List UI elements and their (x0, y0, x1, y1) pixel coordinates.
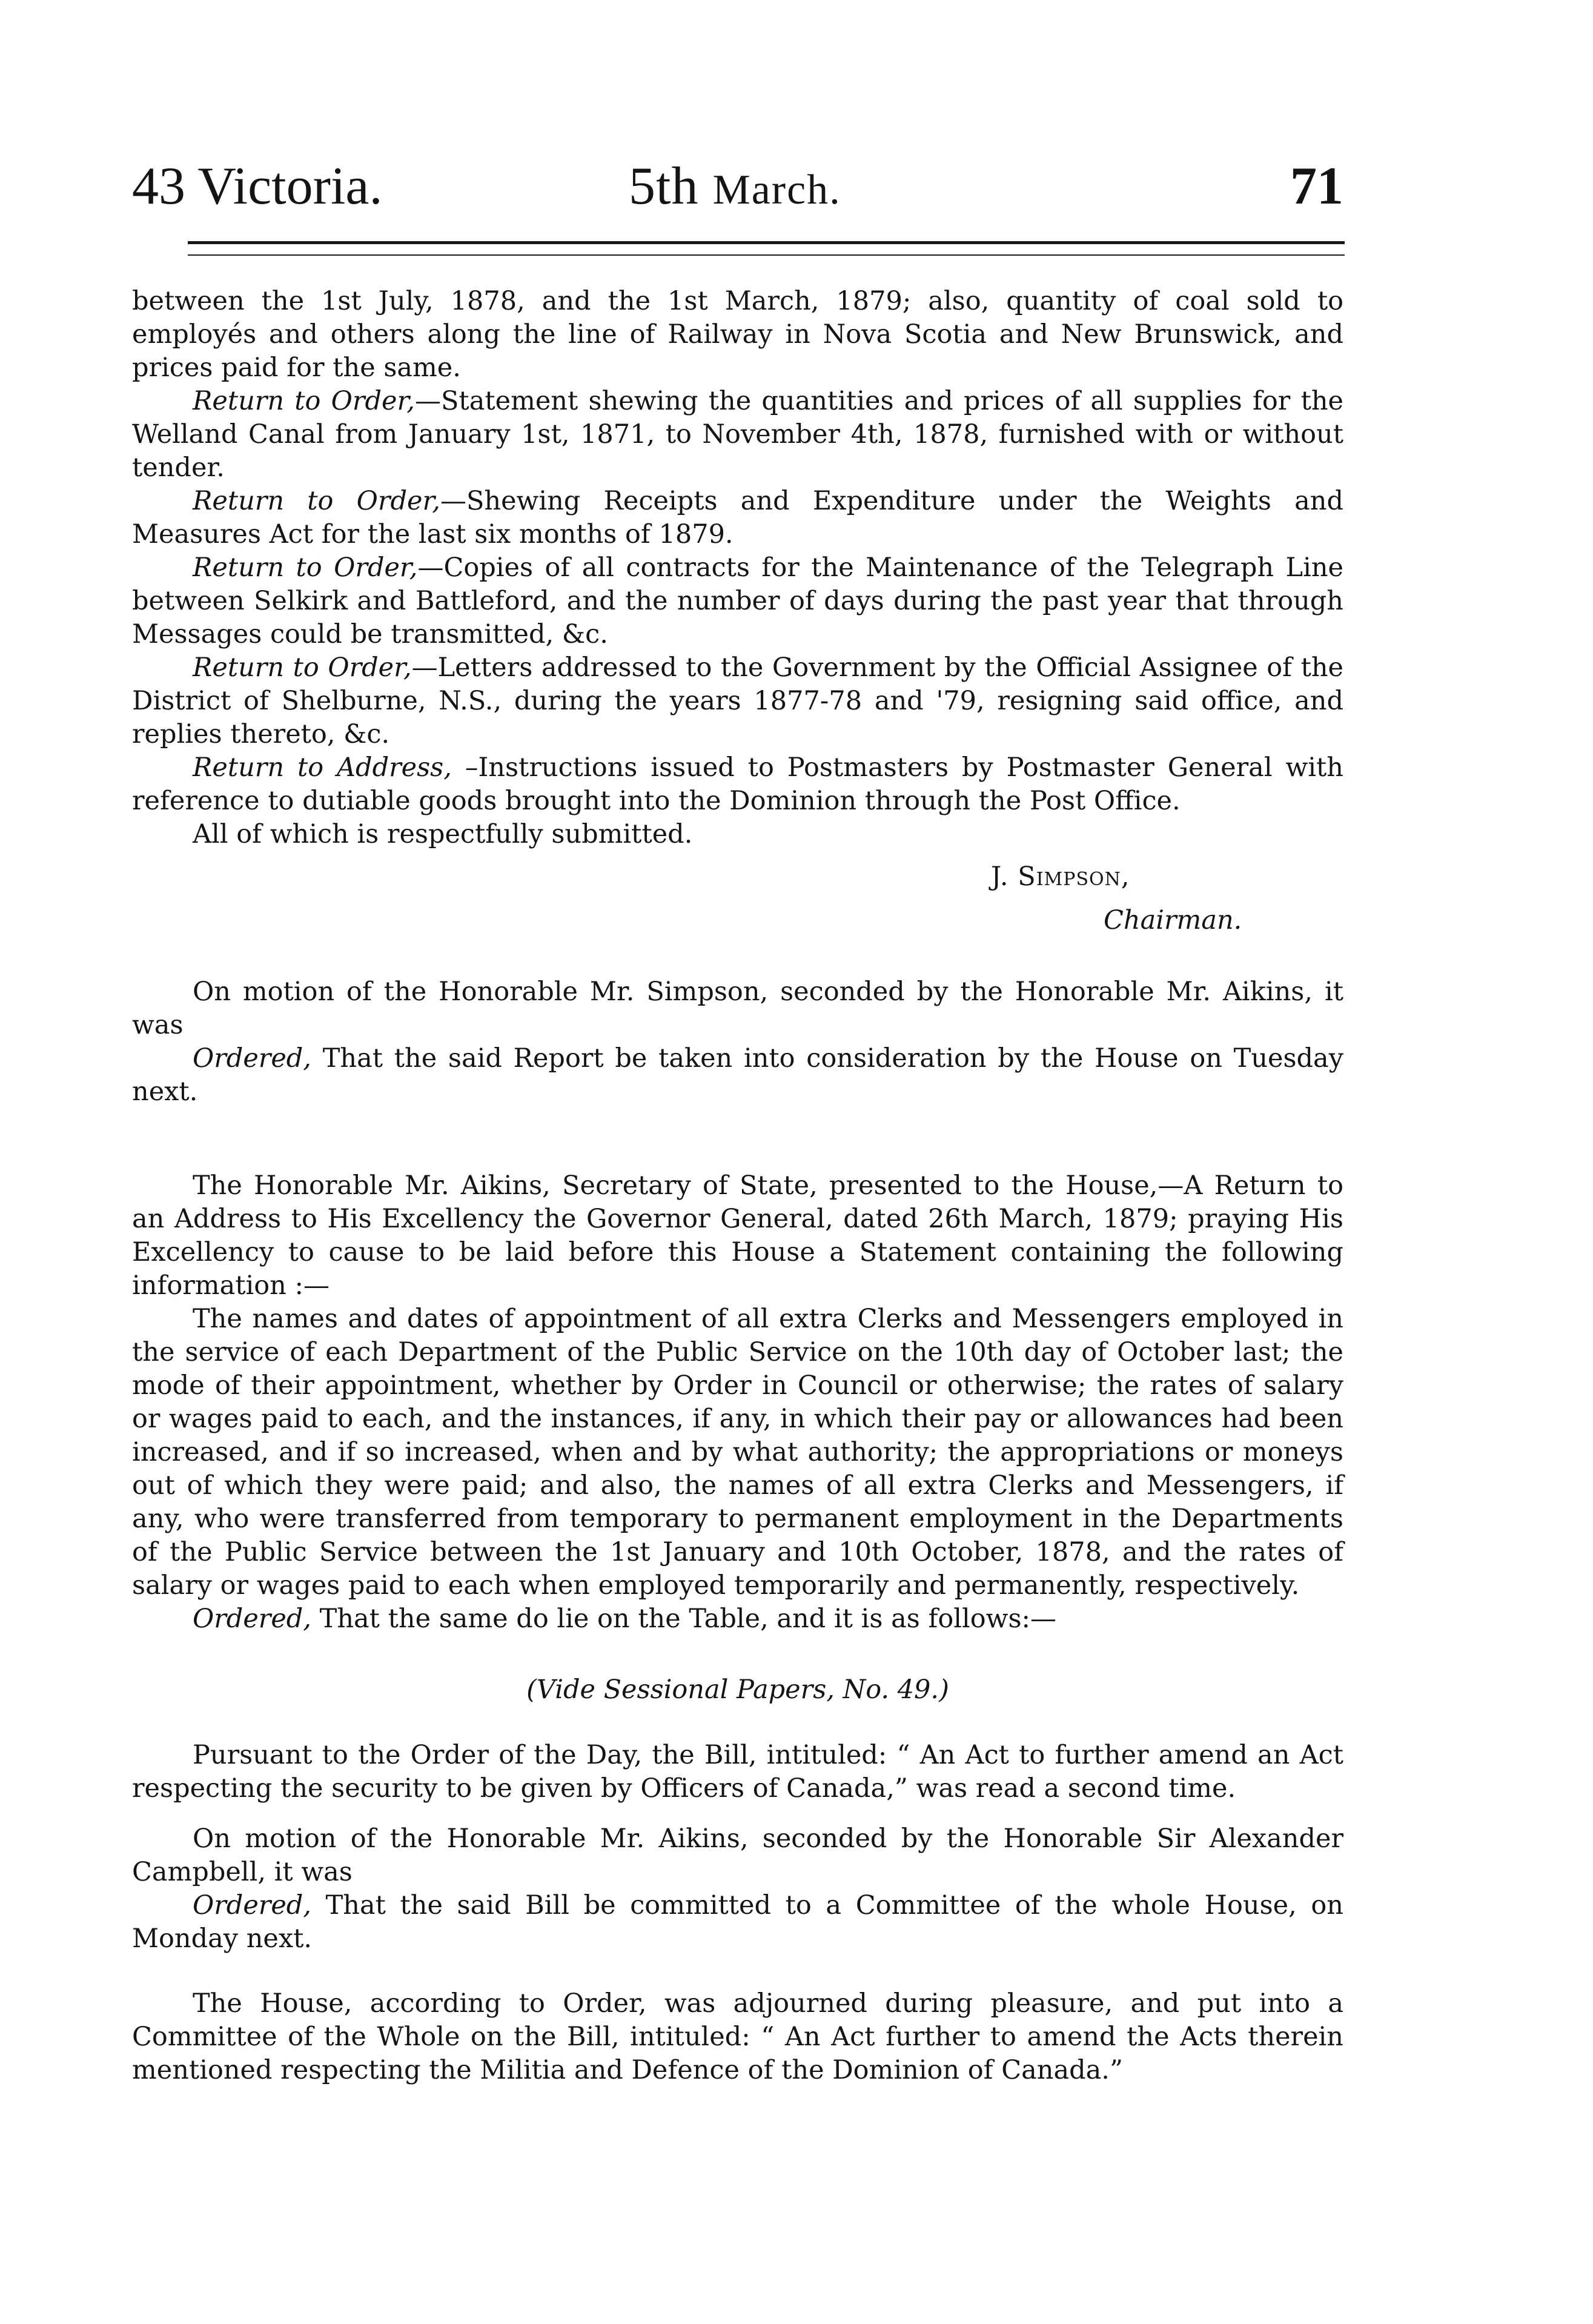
page-number: 71 (1290, 157, 1343, 216)
paragraph-lead: Return to Order, (193, 386, 415, 416)
ordered-lead: Ordered, (193, 1604, 311, 1634)
ordered-lead: Ordered, (193, 1043, 311, 1074)
ordered-text: That the said Bill be committed to a Committee of the whole House, on Monday next. (132, 1890, 1343, 1954)
ordered-paragraph (132, 1042, 1343, 1109)
header-date-month: March. (712, 167, 841, 213)
ordered-paragraph (132, 1602, 1343, 1636)
report-paragraph (132, 485, 1343, 551)
header-session: 43 Victoria. (132, 157, 383, 216)
signature-name: J. Simpson, (991, 862, 1130, 892)
bill-paragraph: On motion of the Honorable Mr. Aikins, seconded by the Honorable Sir Alexander Campbell, it was (132, 1824, 1343, 1887)
header-date-day: 5th (629, 157, 713, 216)
ordered-text: That the said Report be taken into consideration by the House on Tuesday next. (132, 1043, 1343, 1107)
paragraph-text: —Statement shewing the quantities and prices of all supplies for the Welland Canal from January 1st, 1871, to November 4th, 1878, furnished with or without tender. (132, 386, 1343, 483)
paragraph-text: —Letters addressed to the Government by the Official Assignee of the District of Shelburne, N.S., during the years 1877-78 and '79, resigning said office, and replies thereto, &c. (132, 652, 1343, 749)
motion-paragraph: On motion of the Honorable Mr. Simpson, seconded by the Honorable Mr. Aikins, it was (132, 977, 1343, 1040)
report-paragraph (132, 651, 1343, 751)
return-paragraph: The Honorable Mr. Aikins, Secretary of State, presented to the House,—A Return to an Address to His Excellency the Governor General, dated 26th March, 1879; praying His Excellency to cause to be laid before this House a Statement containing the following information :— (132, 1170, 1343, 1301)
report-paragraph (132, 385, 1343, 485)
header-rule-thick (188, 241, 1345, 244)
header-rule-thin (188, 254, 1345, 256)
committee-section (132, 1987, 1343, 2087)
signature-title: Chairman. (1104, 905, 1242, 935)
bill-paragraph: Pursuant to the Order of the Day, the Bill, intituled: “ An Act to further amend an Act respecting the security to be given by Officers of Canada,” was read a second time. (132, 1740, 1343, 1804)
header-date (629, 150, 841, 227)
running-head (132, 150, 1343, 223)
report-section (132, 285, 1343, 851)
report-paragraph (132, 551, 1343, 651)
ordered-paragraph (132, 1889, 1343, 1956)
committee-paragraph: The House, according to Order, was adjourned during pleasure, and put into a Committee of the Whole on the Bill, intituled: “ An Act further to amend the Acts therein mentioned respecting the Militia and Defence of the Dominion of Canada.” (132, 1988, 1343, 2085)
paragraph-lead: Return to Order, (193, 652, 412, 683)
paragraph-text: –Instructions issued to Postmasters by Postmaster General with reference to dutiable goods brought into the Dominion through the Post Office. (132, 752, 1343, 816)
return-section (132, 1169, 1343, 1707)
sessional-papers-reference: (Vide Sessional Papers, No. 49.) (526, 1675, 949, 1705)
bill-section (132, 1739, 1343, 1956)
report-paragraph (132, 751, 1343, 818)
ordered-lead: Ordered, (193, 1890, 311, 1921)
paragraph-text: —Copies of all contracts for the Maintenance of the Telegraph Line between Selkirk and Battleford, and the number of days during the past year that through Messages could be transmitted, &c. (132, 553, 1343, 649)
paragraph-lead: Return to Address, (193, 752, 452, 783)
return-paragraph: The names and dates of appointment of all extra Clerks and Messengers employed in the service of each Department of the Public Service on the 10th day of October last; the mode of their appointment, whether by Order in Council or otherwise; the rates of salary or wages paid to each, and the instances, if any, in which their pay or allowances had been increased, and if so increased, when and by what authority; the appropriations or moneys out of which they were paid; and also, the names of all extra Clerks and Messengers, if any, who were transferred from temporary to permanent employment in the Departments of the Public Service between the 1st January and 10th October, 1878, and the rates of salary or wages paid to each when employed temporarily and permanently, respectively. (132, 1304, 1343, 1601)
report-paragraph: All of which is respectfully submitted. (193, 819, 693, 849)
report-paragraph: between the 1st July, 1878, and the 1st March, 1879; also, quantity of coal sold to employés and others along the line of Railway in Nova Scotia and New Brunswick, and prices paid for the same. (132, 286, 1343, 383)
paragraph-lead: Return to Order, (193, 486, 440, 516)
ordered-text: That the same do lie on the Table, and it is as follows:— (311, 1604, 1057, 1634)
motion-section (132, 975, 1343, 1109)
paragraph-text: —Shewing Receipts and Expenditure under the Weights and Measures Act for the last six months of 1879. (132, 486, 1343, 549)
paragraph-lead: Return to Order, (193, 553, 418, 583)
